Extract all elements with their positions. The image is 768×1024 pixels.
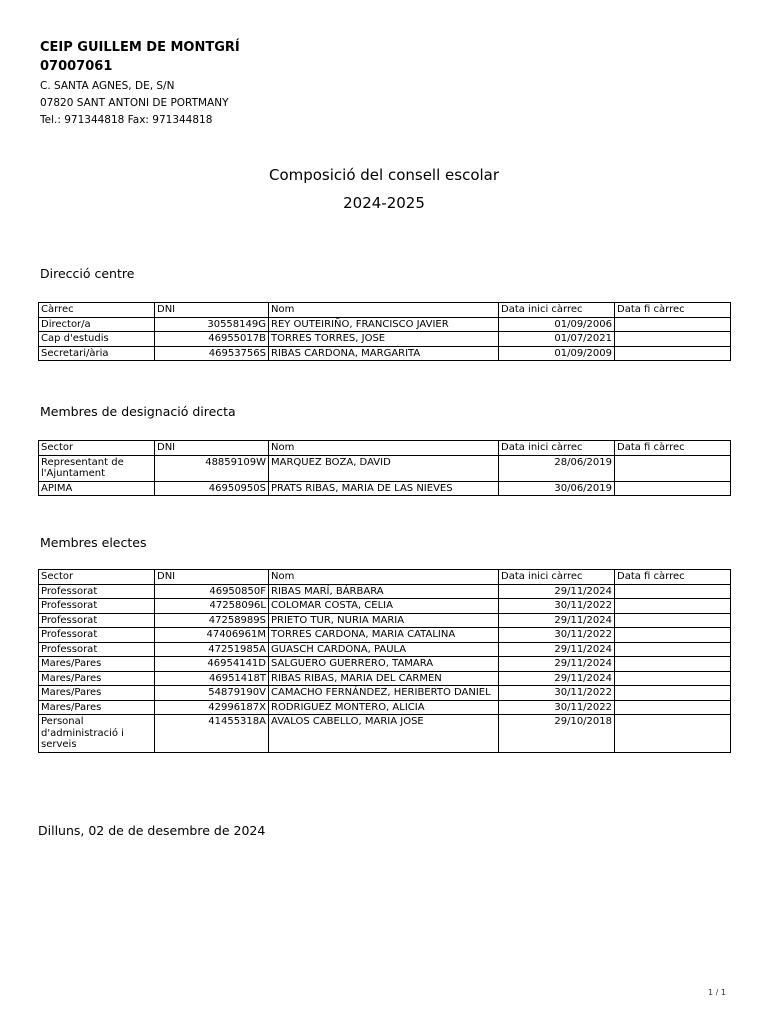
table-cell [615,317,731,332]
table-cell: 30/11/2022 [499,686,615,701]
table-cell: 29/11/2024 [499,642,615,657]
table-row [39,317,731,332]
table-cell: 30/11/2022 [499,700,615,715]
table-cell: 47258096L [155,599,269,614]
table-cell: RIBAS CARDONA, MARGARITA [269,346,499,361]
column-header: Data inici càrrec [499,570,615,585]
table-cell: Professorat [39,584,155,599]
table-cell [615,599,731,614]
table-cell: 01/07/2021 [499,332,615,347]
table-cell: 46953756S [155,346,269,361]
table-cell [615,671,731,686]
table-cell: TORRES CARDONA, MARIA CATALINA [269,628,499,643]
table-cell: Director/a [39,317,155,332]
table-cell: RIBAS RIBAS, MARIA DEL CARMEN [269,671,499,686]
table-row [39,481,731,496]
table-cell: 29/11/2024 [499,657,615,672]
table-row [39,628,731,643]
footer-date: Dilluns, 02 de de desembre de 2024 [38,823,266,838]
column-header: Data fi càrrec [615,441,731,456]
table-cell: 29/11/2024 [499,613,615,628]
school-contact: Tel.: 971344818 Fax: 971344818 [40,114,213,126]
table-cell: 29/11/2024 [499,671,615,686]
table-cell [615,332,731,347]
table-cell [615,700,731,715]
table-cell: Mares/Pares [39,686,155,701]
table-cell: Professorat [39,628,155,643]
table-cell: 42996187X [155,700,269,715]
section-title-designacio: Membres de designació directa [40,404,236,419]
table-cell: Mares/Pares [39,700,155,715]
table-header-row [39,303,731,318]
column-header: DNI [155,303,269,318]
table-cell [615,657,731,672]
table-cell: 54879190V [155,686,269,701]
table-header-row [39,570,731,585]
table-cell: Cap d'estudis [39,332,155,347]
table-row [39,332,731,347]
table-cell [615,686,731,701]
table-cell [615,628,731,643]
table-row [39,584,731,599]
column-header: Nom [269,570,499,585]
column-header: Sector [39,570,155,585]
table-cell: 01/09/2006 [499,317,615,332]
table-cell: 47251985A [155,642,269,657]
table-cell [615,584,731,599]
table-cell [615,613,731,628]
table-cell: MARQUEZ BOZA, DAVID [269,455,499,481]
table-cell: Personal d'administració i serveis [39,715,155,753]
column-header: Data fi càrrec [615,570,731,585]
document-year: 2024-2025 [343,194,425,212]
table-cell: 46950950S [155,481,269,496]
table-cell: CAMACHO FERNÁNDEZ, HERIBERTO DANIEL [269,686,499,701]
school-name: CEIP GUILLEM DE MONTGRÍ [40,40,240,55]
table-cell: Professorat [39,642,155,657]
table-row [39,671,731,686]
page-number: 1 / 1 [708,988,726,997]
table-cell: 30558149G [155,317,269,332]
school-address: C. SANTA AGNES, DE, S/N [40,80,175,92]
table-row [39,599,731,614]
table-cell: TORRES TORRES, JOSE [269,332,499,347]
column-header: Càrrec [39,303,155,318]
table-cell: AVALOS CABELLO, MARIA JOSE [269,715,499,753]
column-header: Nom [269,441,499,456]
column-header: DNI [155,570,269,585]
column-header: Nom [269,303,499,318]
column-header: Data inici càrrec [499,441,615,456]
table-cell [615,481,731,496]
table-cell: 46950850F [155,584,269,599]
table-cell: REY OUTEIRIÑO, FRANCISCO JAVIER [269,317,499,332]
table-cell: GUASCH CARDONA, PAULA [269,642,499,657]
direccio-table [38,302,731,361]
table-cell [615,642,731,657]
section-title-electes: Membres electes [40,535,147,550]
table-cell: 28/06/2019 [499,455,615,481]
table-cell: 48859109W [155,455,269,481]
table-row [39,700,731,715]
school-postal-address: 07820 SANT ANTONI DE PORTMANY [40,97,229,109]
table-cell: Secretari/ària [39,346,155,361]
table-cell: Mares/Pares [39,657,155,672]
school-code: 07007061 [40,59,113,74]
table-cell: 30/11/2022 [499,628,615,643]
document-title: Composició del consell escolar [268,166,500,184]
table-cell: APIMA [39,481,155,496]
table-cell: 46955017B [155,332,269,347]
designacio-table [38,440,731,496]
table-cell: Representant de l'Ajuntament [39,455,155,481]
column-header: Sector [39,441,155,456]
table-cell: 30/11/2022 [499,599,615,614]
table-cell: RIBAS MARÍ, BÁRBARA [269,584,499,599]
table-cell: Professorat [39,613,155,628]
table-row [39,346,731,361]
table-cell: RODRIGUEZ MONTERO, ALICIA [269,700,499,715]
column-header: DNI [155,441,269,456]
table-cell: PRATS RIBAS, MARIA DE LAS NIEVES [269,481,499,496]
column-header: Data inici càrrec [499,303,615,318]
table-cell [615,346,731,361]
table-row [39,642,731,657]
table-row [39,715,731,753]
table-cell: 46954141D [155,657,269,672]
table-cell: Mares/Pares [39,671,155,686]
table-cell: Professorat [39,599,155,614]
table-cell: 46951418T [155,671,269,686]
table-row [39,657,731,672]
table-row [39,686,731,701]
table-cell: 47258989S [155,613,269,628]
table-cell: 01/09/2009 [499,346,615,361]
table-cell: 30/06/2019 [499,481,615,496]
table-cell: 29/11/2024 [499,584,615,599]
section-title-direccio: Direcció centre [40,266,135,281]
table-cell: 29/10/2018 [499,715,615,753]
table-cell: SALGUERO GUERRERO, TAMARA [269,657,499,672]
column-header: Data fi càrrec [615,303,731,318]
table-header-row [39,441,731,456]
table-row [39,613,731,628]
table-cell: 47406961M [155,628,269,643]
table-cell [615,455,731,481]
electes-table [38,569,731,753]
table-cell: PRIETO TUR, NURIA MARIA [269,613,499,628]
table-cell: COLOMAR COSTA, CELIA [269,599,499,614]
table-cell [615,715,731,753]
table-cell: 41455318A [155,715,269,753]
table-row [39,455,731,481]
